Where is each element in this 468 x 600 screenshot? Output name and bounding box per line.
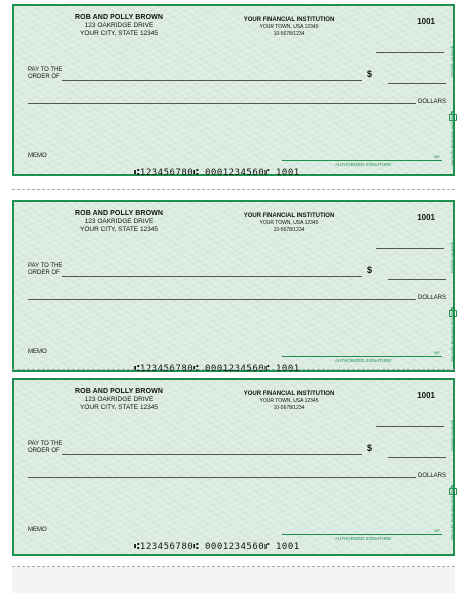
- pay-to-label-line-1: PAY TO THE: [28, 441, 63, 447]
- pay-to-label-line-2: ORDER OF: [28, 448, 60, 454]
- payee-line: [62, 80, 362, 81]
- check-number: 1001: [417, 391, 435, 400]
- signature-label: AUTHORIZED SIGNATURE: [335, 358, 392, 363]
- micr-line: ⑆123456780⑆ 0001234560⑈ 1001: [134, 364, 300, 374]
- bank-block: [224, 391, 354, 411]
- side-security-text: [450, 242, 460, 362]
- account-holder-block: [44, 388, 194, 411]
- memo-label: MEMO: [28, 349, 47, 355]
- padlock-icon: [449, 310, 457, 317]
- bank-name: YOUR FINANCIAL INSTITUTION: [243, 391, 335, 397]
- bottom-stub: [12, 567, 455, 593]
- owner-name: ROB AND POLLY BROWN: [75, 388, 163, 395]
- memo-label: MEMO: [28, 153, 47, 159]
- bank-name: YOUR FINANCIAL INSTITUTION: [243, 213, 335, 219]
- pay-to-label: [28, 67, 62, 81]
- amount-line: [388, 83, 446, 84]
- signature-label: AUTHORIZED SIGNATURE: [335, 536, 392, 541]
- check-3: [12, 378, 455, 556]
- check-2: [12, 200, 455, 372]
- dollars-label: DOLLARS: [418, 473, 447, 479]
- padlock-icon: [449, 488, 457, 495]
- side-security-text: [450, 46, 460, 166]
- mp-label: MP: [434, 528, 440, 533]
- side-text-details: Details on Back: [450, 242, 455, 274]
- payee-line: [62, 276, 362, 277]
- side-security-text: [450, 420, 460, 540]
- owner-city: YOUR CITY, STATE 12345: [79, 226, 159, 233]
- padlock-icon: [449, 114, 457, 121]
- bank-name: YOUR FINANCIAL INSTITUTION: [243, 17, 335, 23]
- date-line: [376, 52, 444, 53]
- amount-words-line: [28, 103, 416, 104]
- pay-to-label-line-2: ORDER OF: [28, 270, 60, 276]
- bank-town: YOUR TOWN, USA 12345: [259, 220, 319, 226]
- check-number: 1001: [417, 213, 435, 222]
- perforation-2: [12, 369, 455, 370]
- dollars-label: DOLLARS: [418, 295, 447, 301]
- dollars-label: DOLLARS: [418, 99, 447, 105]
- side-text-security: Security Features Included: [450, 308, 455, 362]
- amount-line: [388, 457, 446, 458]
- side-text-details: Details on Back: [450, 420, 455, 452]
- bank-town: YOUR TOWN, USA 12345: [259, 398, 319, 404]
- bank-routing-fraction: 10-5678/1234: [273, 31, 305, 37]
- check-1: [12, 4, 455, 176]
- account-holder-block: [44, 210, 194, 233]
- check-number: 1001: [417, 17, 435, 26]
- signature-line: [282, 160, 442, 161]
- bank-block: [224, 17, 354, 37]
- owner-address: 123 OAKRIDGE DRIVE: [84, 22, 154, 29]
- payee-line: [62, 454, 362, 455]
- side-text-security: Security Features Included: [450, 486, 455, 540]
- amount-words-line: [28, 477, 416, 478]
- dollar-sign: $: [367, 265, 373, 275]
- bank-block: [224, 213, 354, 233]
- signature-line: [282, 534, 442, 535]
- signature-label: AUTHORIZED SIGNATURE: [335, 162, 392, 167]
- owner-city: YOUR CITY, STATE 12345: [79, 30, 159, 37]
- dollar-sign: $: [367, 443, 373, 453]
- bank-routing-fraction: 10-5678/1234: [273, 227, 305, 233]
- perforation-1: [12, 189, 455, 190]
- signature-line: [282, 356, 442, 357]
- pay-to-label: [28, 263, 62, 277]
- mp-label: MP: [434, 154, 440, 159]
- pay-to-label: [28, 441, 62, 455]
- dollar-sign: $: [367, 69, 373, 79]
- pay-to-label-line-2: ORDER OF: [28, 74, 60, 80]
- mp-label: MP: [434, 350, 440, 355]
- date-line: [376, 426, 444, 427]
- side-text-security: Security Features Included: [450, 112, 455, 166]
- account-holder-block: [44, 14, 194, 37]
- micr-line: ⑆123456780⑆ 0001234560⑈ 1001: [134, 542, 300, 552]
- owner-address: 123 OAKRIDGE DRIVE: [84, 396, 154, 403]
- micr-line: ⑆123456780⑆ 0001234560⑈ 1001: [134, 168, 300, 178]
- amount-line: [388, 279, 446, 280]
- side-text-details: Details on Back: [450, 46, 455, 78]
- owner-city: YOUR CITY, STATE 12345: [79, 404, 159, 411]
- date-line: [376, 248, 444, 249]
- owner-address: 123 OAKRIDGE DRIVE: [84, 218, 154, 225]
- bank-town: YOUR TOWN, USA 12345: [259, 24, 319, 30]
- memo-label: MEMO: [28, 527, 47, 533]
- owner-name: ROB AND POLLY BROWN: [75, 14, 163, 21]
- bank-routing-fraction: 10-5678/1234: [273, 405, 305, 411]
- amount-words-line: [28, 299, 416, 300]
- owner-name: ROB AND POLLY BROWN: [75, 210, 163, 217]
- pay-to-label-line-1: PAY TO THE: [28, 263, 63, 269]
- pay-to-label-line-1: PAY TO THE: [28, 67, 63, 73]
